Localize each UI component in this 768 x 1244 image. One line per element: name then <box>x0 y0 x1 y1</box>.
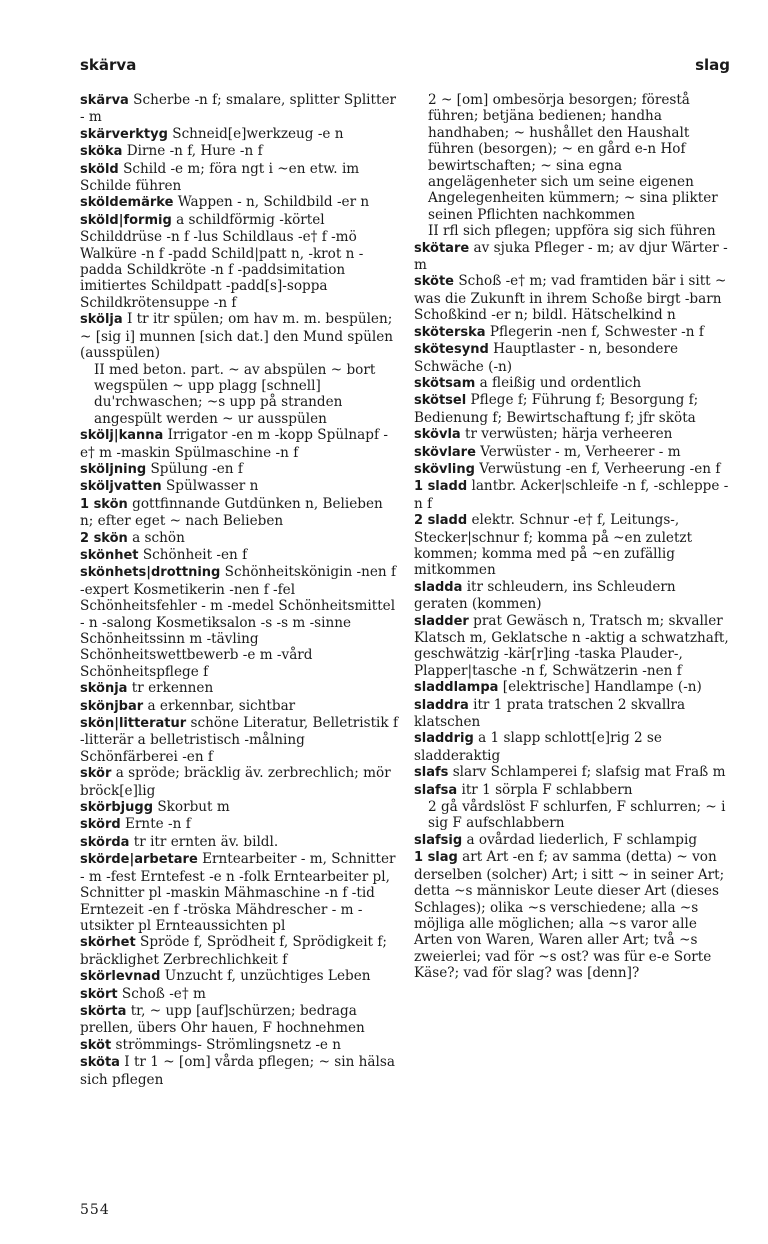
entry-headword: sköka <box>80 144 123 160</box>
entry-headword: sköt <box>80 1037 112 1053</box>
dictionary-entry <box>80 547 398 564</box>
entry-headword: skörhet <box>80 935 136 951</box>
entry-definition: Ernte -n f <box>125 816 191 833</box>
entry-definition: tr, ~ upp [auf]schürzen; bedraga prellen, übers Ohr hauen, F hochnehmen <box>80 1002 365 1037</box>
entry-headword: skönjbar <box>80 698 144 714</box>
entry-headword: sköte <box>414 274 454 290</box>
dictionary-entry <box>80 478 398 495</box>
entry-headword: sköld|formig <box>80 212 172 228</box>
dictionary-entry <box>414 341 730 375</box>
entry-headword: skölj|kanna <box>80 428 164 444</box>
entry-headword: skönhet <box>80 547 139 563</box>
dictionary-entry <box>80 461 398 478</box>
dictionary-entry <box>80 698 398 715</box>
dictionary-entry <box>80 212 398 311</box>
entry-definition: tr erkennen <box>131 680 214 697</box>
entry-headword: skört <box>80 986 118 1002</box>
dictionary-entry <box>80 1054 398 1088</box>
entry-headword: 2 skön <box>80 530 128 546</box>
dictionary-entry <box>414 613 730 680</box>
entry-definition: art Art -en f; av samma (detta) ~ von derselben (solcher) Art; i sitt ~ in seiner Art; detta ~s människor Leute dieser Art (dieses Schlages); olika ~s verschiedene; alla ~s möjliga alle möglichen; alla ~s varor alle Arten von Waren, Waren aller Art; två ~s zweierlei; vad för ~s ost? was für e-e Sorte Käse?; vad för slag? was [denn]? <box>414 849 725 982</box>
dictionary-entry <box>414 512 730 579</box>
entry-headword: slafsa <box>414 782 458 798</box>
entry-headword: skörta <box>80 1003 127 1019</box>
dictionary-entry <box>414 697 730 731</box>
entry-definition: I tr 1 ~ [om] vårda pflegen; ~ sin hälsa sich pflegen <box>80 1054 395 1088</box>
dictionary-entry <box>414 324 730 341</box>
entry-headword: skörbjugg <box>80 800 154 816</box>
dictionary-entry <box>80 934 398 968</box>
entry-definition: Pflegerin -nen f, Schwester -n f <box>489 323 704 340</box>
dictionary-entry <box>414 849 730 981</box>
dictionary-entry <box>414 782 730 799</box>
entry-definition: Scherbe -n f; smalare, splitter Splitter - m <box>80 92 396 126</box>
dictionary-entry <box>414 579 730 613</box>
dictionary-entry <box>414 92 730 223</box>
dictionary-entry <box>80 765 398 799</box>
entry-definition: itr schleudern, ins Schleudern geraten (kommen) <box>414 578 676 613</box>
dictionary-entry <box>80 680 398 697</box>
dictionary-entry <box>80 427 398 461</box>
entry-definition: Schoß -e† m; vad framtiden bär i sitt ~ was die Zukunft in ihrem Schoße birgt -barn Schoßkind -er n; bildl. Hätschelkind n <box>414 273 727 324</box>
entry-headword: sladdra <box>414 697 469 713</box>
dictionary-entry <box>80 126 398 143</box>
entry-headword: 1 skön <box>80 496 128 512</box>
entry-headword: skövla <box>414 427 461 443</box>
entry-headword: sladda <box>414 579 463 595</box>
dictionary-entry <box>80 816 398 833</box>
dictionary-entry <box>414 730 730 764</box>
dictionary-entry <box>80 986 398 1003</box>
entry-definition: tr itr ernten äv. bildl. <box>133 833 279 850</box>
dictionary-entry <box>414 223 730 239</box>
entry-definition: a 1 slapp schlott[e]rig 2 se sladderaktig <box>414 730 662 764</box>
entry-definition: Irrigator -en m -kopp Spülnapf -e† m -maskin Spülmaschine -n f <box>80 427 388 461</box>
entry-definition: II med beton. part. ~ av abspülen ~ bort wegspülen ~ upp plagg [schnell] du'rchwaschen; ~s upp på stranden angespült werden ~ ur ausspülen <box>94 361 376 427</box>
entry-definition: Spröde f, Sprödheit f, Sprödigkeit f; bräcklighet Zerbrechlichkeit f <box>80 934 387 968</box>
dictionary-entry <box>80 92 398 126</box>
entry-definition: itr 1 sörpla F schlabbern <box>461 781 633 798</box>
dictionary-entry <box>414 273 730 323</box>
entry-definition: tr verwüsten; härja verheeren <box>465 426 673 443</box>
entry-definition: lantbr. Acker|schleife -n f, -schleppe -n f <box>414 478 729 512</box>
entry-headword: skörd <box>80 817 121 833</box>
entry-headword: skörda <box>80 834 130 850</box>
dictionary-entry <box>80 851 398 934</box>
entry-headword: skönja <box>80 681 128 697</box>
running-head-left: skärva <box>80 56 137 74</box>
dictionary-entry <box>80 530 398 547</box>
entry-definition: Pflege f; Führung f; Besorgung f; Bedienung f; Bewirtschaftung f; jfr sköta <box>414 392 699 426</box>
dictionary-entry <box>414 832 730 849</box>
entry-definition: Unzucht f, unzüchtiges Leben <box>164 968 371 985</box>
entry-definition: Schönheitskönigin -nen f -expert Kosmetikerin -nen f -fel Schönheitsfehler - m -medel Schönheitsmittel - n -salong Kosmetiksalon -s -s m -sinne Schönheitssinn m -tävling Schönheitswettbewerb -e m -vård Schönheitspflege f <box>80 564 397 680</box>
entry-headword: slafsig <box>414 832 463 848</box>
entry-definition: Spülung -en f <box>150 460 243 477</box>
entry-headword: skön|litteratur <box>80 716 187 732</box>
dictionary-entry <box>414 799 730 832</box>
entry-headword: sköterska <box>414 324 486 340</box>
entry-definition: Dirne -n f, Hure -n f <box>126 143 263 160</box>
entry-definition: Erntearbeiter - m, Schnitter - m -fest Erntefest -e n -folk Erntearbeiter pl, Schnitter pl -maskin Mähmaschine -n f -tid Erntezeit -en f -tröska Mähdrescher - m -utsikter pl Ernteaussichten pl <box>80 851 396 934</box>
entry-definition: a schön <box>132 529 185 546</box>
dictionary-entry <box>80 715 398 765</box>
dictionary-entry <box>414 478 730 512</box>
dictionary-entry <box>414 679 730 696</box>
dictionary-entry <box>80 799 398 816</box>
entry-definition: schöne Literatur, Belletristik f -litterär a belletristisch -målning Schönfärberei -en f <box>80 715 398 765</box>
entry-definition: Wappen - n, Schildbild -er n <box>177 194 370 211</box>
entry-definition: Schönheit -en f <box>142 546 248 563</box>
entry-definition: slarv Schlamperei f; slafsig mat Fraß m <box>452 764 726 781</box>
dictionary-entry <box>80 311 398 361</box>
dictionary-entry <box>80 834 398 851</box>
dictionary-entry <box>414 375 730 392</box>
entry-headword: skötsel <box>414 393 467 409</box>
dictionary-entry <box>80 968 398 985</box>
entry-definition: Hauptlaster - n, besondere Schwäche (-n) <box>414 341 679 375</box>
entry-definition: itr 1 prata tratschen 2 skvallra klatschen <box>414 696 686 731</box>
right-column <box>414 92 730 982</box>
dictionary-entry <box>414 444 730 461</box>
entry-definition: a spröde; bräcklig äv. zerbrechlich; mör bröck[e]lig <box>80 765 391 799</box>
dictionary-entry <box>80 1037 398 1054</box>
entry-definition: I tr itr spülen; om hav m. m. bespülen; ~ [sig i] munnen [sich dat.] den Mund spülen (ausspülen) <box>80 311 393 362</box>
entry-headword: skärva <box>80 93 129 108</box>
entry-definition: 2 ~ [om] ombesörja besorgen; förestå führen; betjäna bedienen; handha handhaben; ~ hushållet den Haushalt führen (besorgen); ~ en gård e-n Hof bewirtschaften; ~ sina egna angelägenheter sich um seine eigenen Angelegenheiten kümmern; ~ sina plikter seinen Pflichten nachkommen <box>428 92 718 223</box>
left-column <box>80 92 398 1088</box>
entry-headword: skörlevnad <box>80 969 161 985</box>
entry-headword: sköljning <box>80 461 147 477</box>
entry-definition: Spülwasser n <box>165 478 259 495</box>
entry-headword: sladdlampa <box>414 680 499 696</box>
dictionary-entry <box>414 392 730 426</box>
dictionary-entry <box>414 240 730 274</box>
dictionary-entry <box>80 1003 398 1037</box>
entry-definition: 2 gå vårdslöst F schlurfen, F schlurren; ~ i sig F aufschlabbern <box>428 799 726 832</box>
running-head-right: slag <box>695 56 730 74</box>
entry-headword: slafs <box>414 765 449 781</box>
entry-headword: sköld <box>80 161 119 177</box>
dictionary-entry <box>80 496 398 530</box>
entry-definition: [elektrische] Handlampe (-n) <box>502 679 702 696</box>
entry-definition: a ovårdad liederlich, F schlampig <box>466 831 698 848</box>
dictionary-entry <box>80 194 398 211</box>
entry-headword: skör <box>80 766 112 782</box>
dictionary-entry <box>80 143 398 160</box>
entry-definition: gottfinnande Gutdünken n, Belieben n; efter eget ~ nach Belieben <box>80 495 383 530</box>
entry-definition: Verwüster - m, Verheerer - m <box>480 443 681 460</box>
dictionary-entry <box>414 426 730 443</box>
entry-headword: 2 sladd <box>414 513 468 529</box>
dictionary-entry <box>80 161 398 195</box>
entry-headword: sköta <box>80 1055 120 1071</box>
entry-headword: skövling <box>414 461 475 477</box>
entry-headword: sladdrig <box>414 731 474 747</box>
dictionary-entry <box>80 564 398 680</box>
entry-definition: II rfl sich pflegen; uppföra sig sich führen <box>428 223 716 240</box>
dictionary-entry <box>414 461 730 478</box>
entry-headword: skövlare <box>414 444 476 460</box>
entry-headword: skötsam <box>414 375 476 391</box>
entry-headword: skölja <box>80 312 123 328</box>
entry-headword: skörde|arbetare <box>80 852 198 868</box>
dictionary-entry <box>80 362 398 428</box>
entry-definition: strömmings- Strömlingsnetz -e n <box>115 1036 342 1053</box>
entry-headword: 1 slag <box>414 850 458 866</box>
page-number: 554 <box>80 1202 110 1218</box>
entry-definition: prat Gewäsch n, Tratsch m; skvaller Klatsch m, Geklatsche n -aktig a schwatzhaft, geschwätzig -kär[r]ing -taska Plauder-, Plapper|tasche -n f, Schwätzerin -nen f <box>414 612 729 679</box>
entry-headword: sköldemärke <box>80 195 174 211</box>
entry-headword: 1 sladd <box>414 479 468 495</box>
entry-headword: skötesynd <box>414 342 489 358</box>
entry-headword: skötare <box>414 240 470 256</box>
entry-definition: elektr. Schnur -e† f, Leitungs-, Stecker|schnur f; komma på ~en zuletzt kommen; komma med på ~en zufällig mitkommen <box>414 512 693 579</box>
entry-definition: a fleißig und ordentlich <box>479 374 642 391</box>
entry-headword: sladder <box>414 613 469 629</box>
entry-headword: sköljvatten <box>80 479 162 495</box>
entry-definition: Schoß -e† m <box>121 985 206 1002</box>
entry-definition: Skorbut m <box>157 799 230 816</box>
entry-definition: Verwüstung -en f, Verheerung -en f <box>479 460 721 477</box>
entry-definition: a schildförmig -körtel Schilddrüse -n f -lus Schildlaus -e† f -mö Walküre -n f -padd Schild|patt n, -krot n -padda Schildkröte -n f -paddsimitation imitiertes Schildpatt -padd[s]-soppa Schildkrötensuppe -n f <box>80 211 364 311</box>
dictionary-entry <box>414 764 730 781</box>
entry-definition: Schild -e m; föra ngt i ~en etw. im Schilde führen <box>80 160 360 195</box>
entry-headword: skärverktyg <box>80 126 168 142</box>
entry-headword: skönhets|drottning <box>80 565 221 581</box>
entry-definition: a erkennbar, sichtbar <box>147 697 296 714</box>
entry-definition: Schneid[e]werkzeug -e n <box>172 125 344 142</box>
entry-definition: av sjuka Pfleger - m; av djur Wärter - m <box>414 239 728 274</box>
